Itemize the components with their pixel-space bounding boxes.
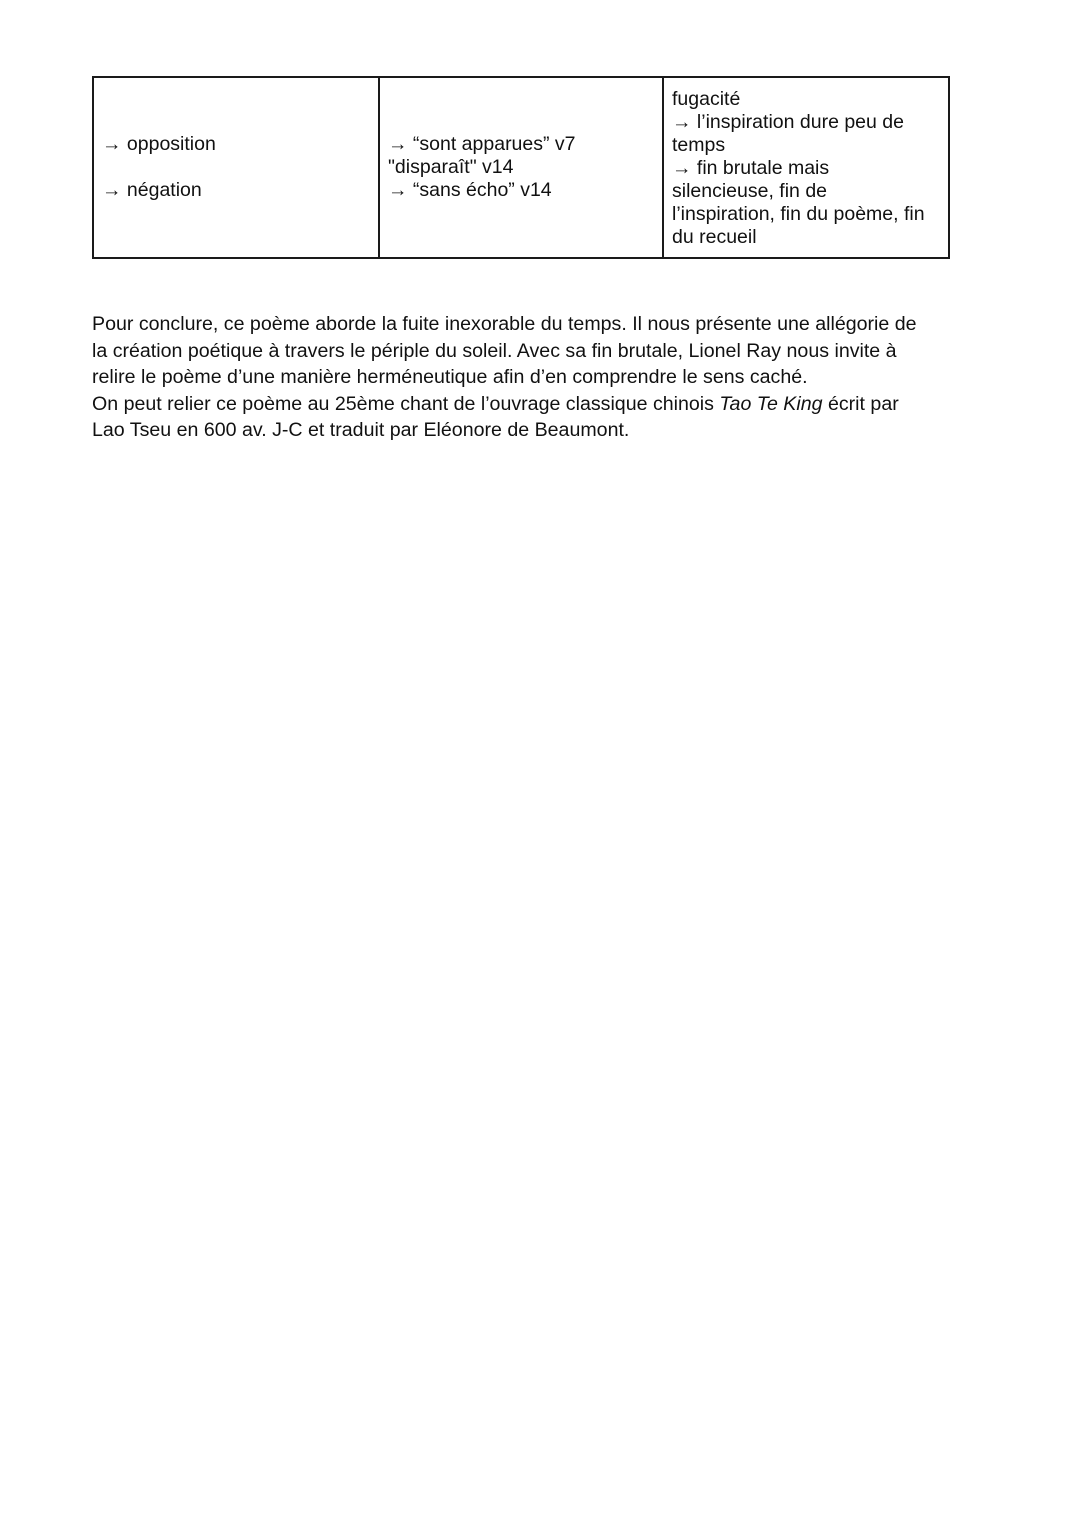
- paragraph-line: relire le poème d’une manière herméneutique afin d’en comprendre le sens caché.: [92, 366, 808, 389]
- interpretation-line: → l’inspiration dure peu de: [672, 110, 904, 133]
- interpretation-line: → fin brutale mais: [672, 156, 830, 179]
- paragraph-line: Lao Tseu en 600 av. J-C et traduit par Eléonore de Beaumont.: [92, 419, 630, 442]
- conclusion-paragraph: [92, 311, 952, 391]
- table-cell-procedes: [93, 77, 379, 258]
- text-run: écrit par: [822, 392, 899, 415]
- paragraph-line: Pour conclure, ce poème aborde la fuite inexorable du temps. Il nous présente une allégorie de: [92, 313, 917, 335]
- interpretation-line: fugacité: [672, 87, 741, 110]
- interpretation-line: du recueil: [672, 225, 757, 248]
- table-cell-citations: [379, 77, 663, 258]
- book-title: Tao Te King: [719, 392, 823, 415]
- citation-line: "disparaît" v14: [388, 156, 514, 178]
- interpretation-line: silencieuse, fin de: [672, 179, 828, 202]
- interpretation-line: temps: [672, 133, 726, 156]
- list-item: → négation: [102, 179, 202, 201]
- paragraph-line: la création poétique à travers le périple du soleil. Avec sa fin brutale, Lionel Ray nous invite à: [92, 339, 897, 362]
- table-cell-interpretation: [663, 77, 949, 258]
- line-gap: [102, 156, 370, 179]
- list-item: → opposition: [102, 133, 216, 155]
- analysis-table: [92, 76, 950, 259]
- citation-line: → “sans écho” v14: [388, 179, 552, 201]
- comparison-paragraph: [92, 391, 952, 444]
- conclusion-section: [92, 311, 952, 444]
- citation-line: → “sont apparues” v7: [388, 133, 576, 155]
- text-run: On peut relier ce poème au 25ème chant de l’ouvrage classique chinois: [92, 392, 720, 415]
- interpretation-line: l’inspiration, fin du poème, fin: [672, 202, 925, 225]
- paragraph-line: [92, 391, 952, 418]
- table-row: [93, 77, 949, 258]
